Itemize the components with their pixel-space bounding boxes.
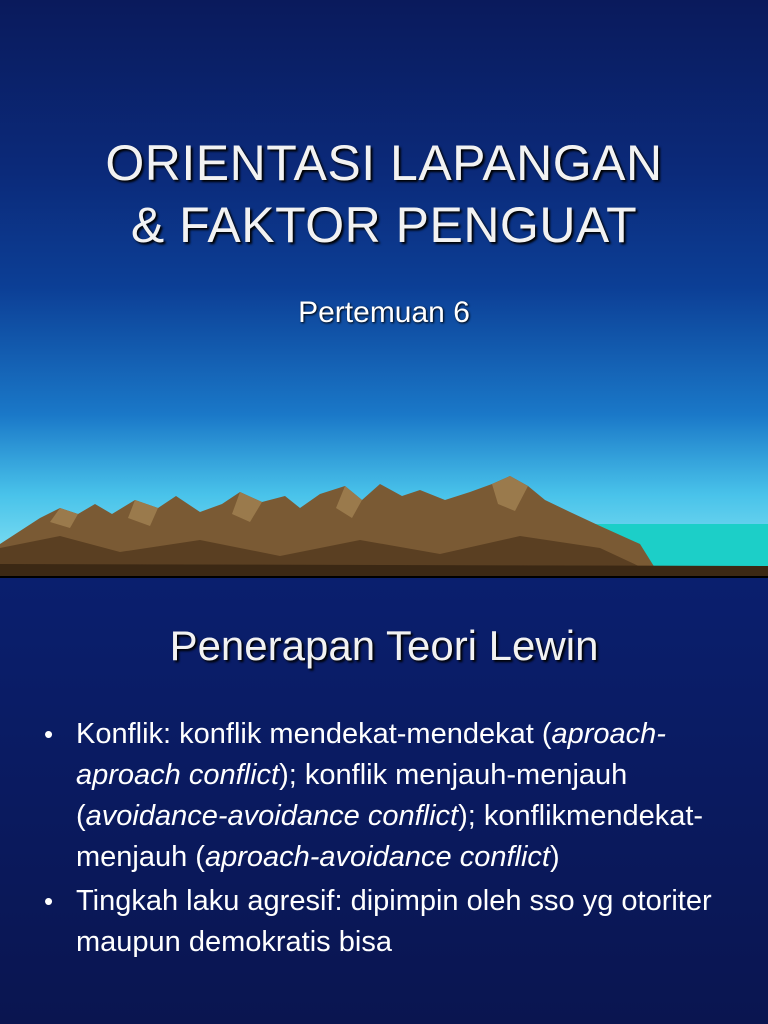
- mountain-landscape-image: [0, 456, 768, 576]
- content-slide-title: Penerapan Teori Lewin: [169, 622, 599, 669]
- title-line-2: & FAKTOR PENGUAT: [130, 197, 638, 253]
- bullet-italic-term: avoidance-avoidance conflict: [85, 800, 459, 832]
- bullet-text: ); konflikmendekat-menjauh (: [76, 800, 704, 873]
- bullet-italic-term: aproach-aproach conflict: [76, 718, 666, 791]
- bullet-list: [40, 714, 728, 966]
- slide-title: [0, 132, 768, 256]
- content-slide: [0, 578, 768, 1024]
- bullet-icon: •: [44, 719, 54, 749]
- bullet-text: Konflik: konflik mendekat-mendekat (: [76, 718, 552, 750]
- slide-subtitle: Pertemuan 6: [298, 296, 470, 329]
- bullet-item-conflict: [40, 714, 728, 878]
- bullet-text: ): [549, 841, 560, 873]
- bullet-text: Tingkah laku agresif: dipimpin oleh sso yg otoriter maupun demokratis bisa: [76, 885, 712, 958]
- bullet-item-aggressive: [40, 881, 728, 963]
- bullet-text: ); konflik menjauh-menjauh (: [76, 759, 628, 832]
- bullet-italic-term: aproach-avoidance conflict: [204, 841, 550, 873]
- title-line-1: ORIENTASI LAPANGAN: [105, 135, 663, 191]
- bullet-icon: •: [44, 886, 54, 916]
